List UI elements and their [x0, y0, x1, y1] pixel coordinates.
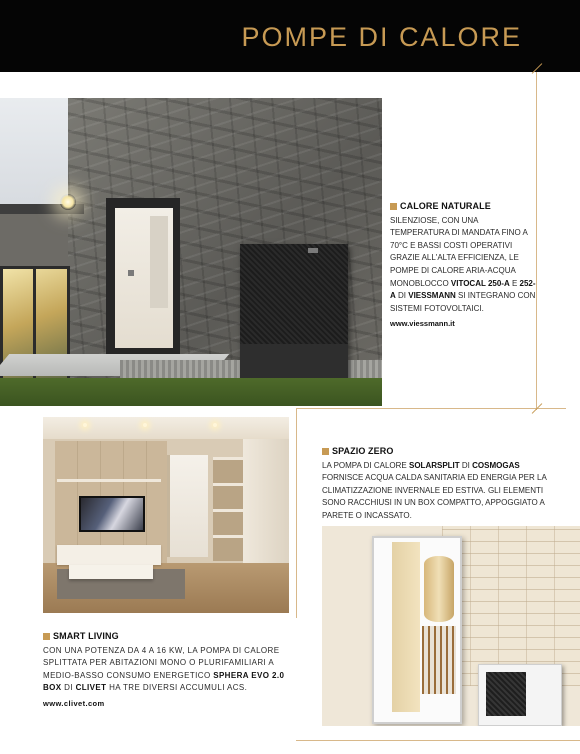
frame-line-left-lower — [296, 408, 297, 618]
page-title: POMPE DI CALORE — [241, 22, 522, 52]
article-calore-naturale — [390, 200, 536, 331]
article-heading: SPAZIO ZERO — [322, 445, 558, 458]
frame-line-bottom — [296, 740, 580, 741]
gold-square-icon — [43, 633, 50, 640]
split-heat-pump-photo — [322, 526, 580, 726]
article-body: SILENZIOSE, CON UNA TEMPERATURA DI MANDATA FINO A 70°C E BASSI COSTI OPERATIVI GRAZIE ALL'ALTA EFFICIENZA, LE POMPE DI CALORE ARIA-ACQUA MONOBLOCCO VITOCAL 250-A E 252-A DI VIESSMANN SI INTEGRANO CON SISTEMI FOTOVOLTAICI. — [390, 215, 536, 313]
page-header — [0, 0, 580, 72]
article-url[interactable]: www.viessmann.it — [390, 319, 455, 329]
living-room-photo — [43, 417, 289, 613]
article-body: CON UNA POTENZA DA 4 A 16 KW, LA POMPA DI CALORE SPLITTATA PER ABITAZIONI MONO O PLURIFAMILIARI A MEDIO-BASSO CONSUMO ENERGETICO SPHERA EVO 2.0 BOX DI CLIVET HA TRE DIVERSI ACCUMULI ACS. — [43, 645, 285, 693]
article-heading: SMART LIVING — [43, 630, 293, 643]
article-smart-living — [43, 630, 293, 711]
gold-square-icon — [390, 203, 397, 210]
frame-line-mid — [296, 408, 566, 409]
article-spazio-zero — [322, 445, 558, 538]
article-body: LA POMPA DI CALORE SOLARSPLIT DI COSMOGAS FORNISCE ACQUA CALDA SANITARIA ED ENERGIA PER LA CLIMATIZZAZIONE INVERNALE ED ESTIVA. GLI ELEMENTI SONO RACCHIUSI IN UN BOX COMPATTO, APPOGGIATO A PARETE O INCASSATO. — [322, 460, 547, 520]
gold-square-icon — [322, 448, 329, 455]
house-heat-pump-photo — [0, 98, 382, 406]
frame-line-right — [536, 72, 537, 410]
article-url[interactable]: www.clivet.com — [43, 698, 105, 708]
article-heading: CALORE NATURALE — [390, 200, 536, 213]
